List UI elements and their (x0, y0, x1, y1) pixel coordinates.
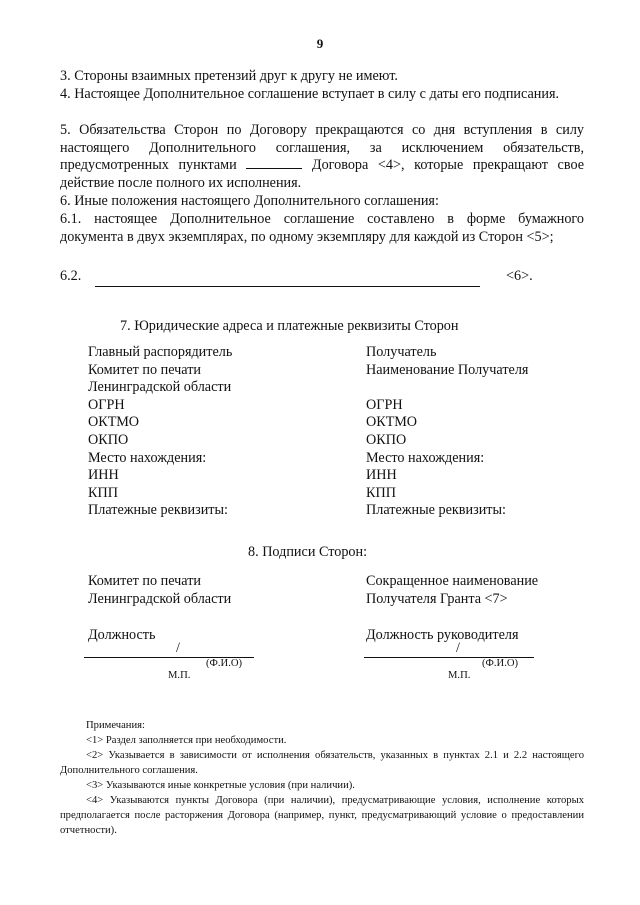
signature-left-fio: (Ф.И.О) (206, 658, 243, 669)
left-requisite-line: ОКПО (88, 431, 129, 448)
paragraph-6-1: 6.1. настоящее Дополнительное соглашение составлено в форме бумажного документа в двух экземплярах, по одному экземпляру для каждой из Сторон <5>; (60, 211, 584, 245)
signature-right-org-line2: Получателя Гранта <7> (366, 591, 508, 607)
right-requisite-line: Наименование Получателя (366, 361, 529, 378)
signature-right-stamp-place: М.П. (448, 670, 471, 681)
notes-heading: Примечания: (86, 720, 145, 731)
left-requisite-line: Ленинградской области (88, 379, 232, 396)
right-requisite-line: ОКТМО (366, 414, 418, 431)
paragraph-6: 6. Иные положения настоящего Дополнительного соглашения: (60, 193, 439, 209)
paragraph-5-part2: Договора <4>, которые прекращают свое действие после полного их исполнения. (60, 157, 585, 191)
paragraph-3: 3. Стороны взаимных претензий друг к другу не имеют. (60, 68, 398, 84)
signature-left-org-line2: Ленинградской области (88, 591, 232, 607)
right-requisite-line: Получатель (366, 344, 437, 360)
notes-block (60, 718, 584, 838)
page-number: 9 (316, 36, 324, 51)
left-requisite-line: Платежные реквизиты: (88, 502, 228, 519)
signature-left-position: Должность (88, 627, 156, 643)
left-requisite-line: Место нахождения: (88, 449, 207, 466)
paragraph-5-part1: 5. Обязательства Сторон по Договору прекращаются со дня вступления в силу настоящего Дополнительного соглашения, за исключением обязательств, предусмотренных пунктами (60, 122, 584, 174)
right-column-spacer (366, 379, 528, 397)
signature-right-fio: (Ф.И.О) (482, 658, 519, 669)
signature-left-slash: / (176, 640, 180, 656)
right-requisite-line: ОГРН (366, 396, 403, 413)
note-1: <1> Раздел заполняется при необходимости. (86, 735, 287, 746)
note-2: <2> Указывается в зависимости от исполнения обязательств, указанных в пунктах 2.1 и 2.2 настоящего Дополнительного соглашения. (60, 750, 584, 776)
section-8-title: 8. Подписи Сторон: (248, 544, 368, 560)
points-blank-line (246, 168, 302, 169)
paragraph-6-2-note: <6>. (506, 268, 533, 284)
signature-right-position: Должность руководителя (366, 627, 519, 643)
section-7-right-column (366, 344, 528, 520)
section-7-title: 7. Юридические адреса и платежные реквизиты Сторон (120, 318, 459, 334)
signature-left-org-line1: Комитет по печати (88, 573, 202, 589)
left-requisite-line: ОГРН (88, 396, 125, 413)
right-requisite-line: ИНН (366, 467, 397, 484)
section-7-left-column (88, 344, 232, 520)
signature-right-org-line1: Сокращенное наименование (366, 573, 539, 589)
note-4: <4> Указываются пункты Договора (при наличии), предусматривающие условия, исполнение которых предполагается после расторжения Договора (например, пункт, предусматривающий условие о предоставлении отчетности). (60, 795, 584, 836)
signature-right-slash: / (456, 640, 460, 656)
right-requisite-line: Платежные реквизиты: (366, 502, 506, 519)
signature-left-stamp-place: М.П. (168, 670, 191, 681)
left-requisite-line: КПП (88, 484, 118, 501)
right-requisite-line: КПП (366, 484, 396, 501)
right-requisite-line: Место нахождения: (366, 449, 485, 466)
paragraph-6-2-fill-line (95, 286, 480, 287)
paragraph-6-2-label: 6.2. (60, 268, 82, 284)
paragraph-5 (60, 122, 584, 192)
note-3: <3> Указываются иные конкретные условия (при наличии). (86, 780, 355, 791)
paragraph-4: 4. Настоящее Дополнительное соглашение вступает в силу с даты его подписания. (60, 86, 560, 102)
left-requisite-line: ОКТМО (88, 414, 140, 431)
left-requisite-line: ИНН (88, 467, 119, 484)
left-requisite-line: Главный распорядитель (88, 344, 233, 360)
right-requisite-line: ОКПО (366, 431, 407, 448)
left-requisite-line: Комитет по печати (88, 361, 202, 378)
